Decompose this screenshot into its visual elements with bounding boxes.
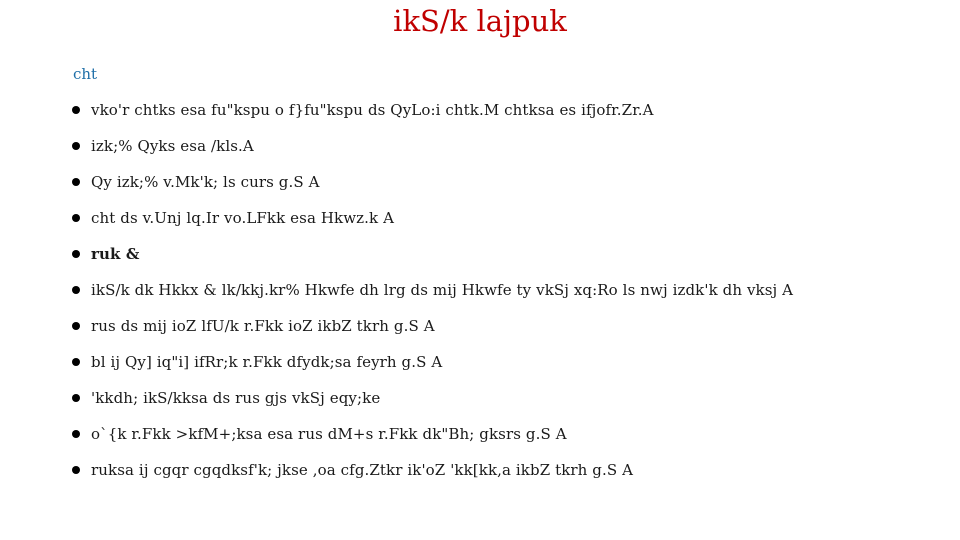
bullet-dot-icon (72, 322, 80, 330)
bullet-item (72, 452, 793, 488)
bullet-text: rus ds mij ioZ lfU/k r.Fkk ioZ ikbZ tkrh g.S A (91, 317, 435, 335)
bullet-dot-icon (72, 394, 80, 402)
bullet-text: ikS/k dk Hkkx & lk/kkj.kr% Hkwfe dh lrg ds mij Hkwfe ty vkSj xq:Ro ls nwj izdk'k dh vksj A (91, 281, 794, 299)
bullet-item (72, 272, 793, 308)
bullet-item (72, 416, 793, 452)
bullet-item (72, 164, 793, 200)
bullet-text: izk;% Qyks esa /kls.A (91, 137, 254, 155)
bullet-item (72, 308, 793, 344)
bullet-item (72, 92, 793, 128)
bullet-text-subheading: ruk & (91, 245, 140, 263)
bullet-dot-icon (72, 106, 80, 114)
bullet-dot-icon (72, 250, 80, 258)
bullet-item (72, 344, 793, 380)
bullet-item (72, 236, 793, 272)
bullet-dot-icon (72, 358, 80, 366)
bullet-text: Qy izk;% v.Mk'k; ls curs g.S A (91, 173, 320, 191)
slide-title: ikS/k lajpuk (393, 4, 567, 38)
bullet-dot-icon (72, 214, 80, 222)
bullet-item (72, 200, 793, 236)
bullet-dot-icon (72, 466, 80, 474)
bullet-dot-icon (72, 430, 80, 438)
bullet-item (72, 128, 793, 164)
bullet-text: o`{k r.Fkk >kfM+;ksa esa rus dM+s r.Fkk dk"Bh; gksrs g.S A (91, 425, 567, 443)
bullet-item (72, 380, 793, 416)
bullet-text: 'kkdh; ikS/kksa ds rus gjs vkSj eqy;ke (91, 389, 381, 407)
bullet-text: bl ij Qy] iq"i] ifRr;k r.Fkk dfydk;sa feyrh g.S A (91, 353, 443, 371)
bullet-list (72, 92, 793, 488)
bullet-dot-icon (72, 142, 80, 150)
bullet-text: vko'r chtks esa fu"kspu o f}fu"kspu ds QyLo:i chtk.M chtksa es ifjofr.Zr.A (91, 101, 654, 119)
bullet-text: ruksa ij cgqr cgqdksf'k; jkse ,oa cfg.Ztkr ik'oZ 'kk[kk,a ikbZ tkrh g.S A (91, 461, 634, 479)
section-heading: cht (73, 65, 98, 83)
bullet-text: cht ds v.Unj lq.Ir vo.LFkk esa Hkwz.k A (91, 209, 395, 227)
bullet-dot-icon (72, 178, 80, 186)
bullet-dot-icon (72, 286, 80, 294)
